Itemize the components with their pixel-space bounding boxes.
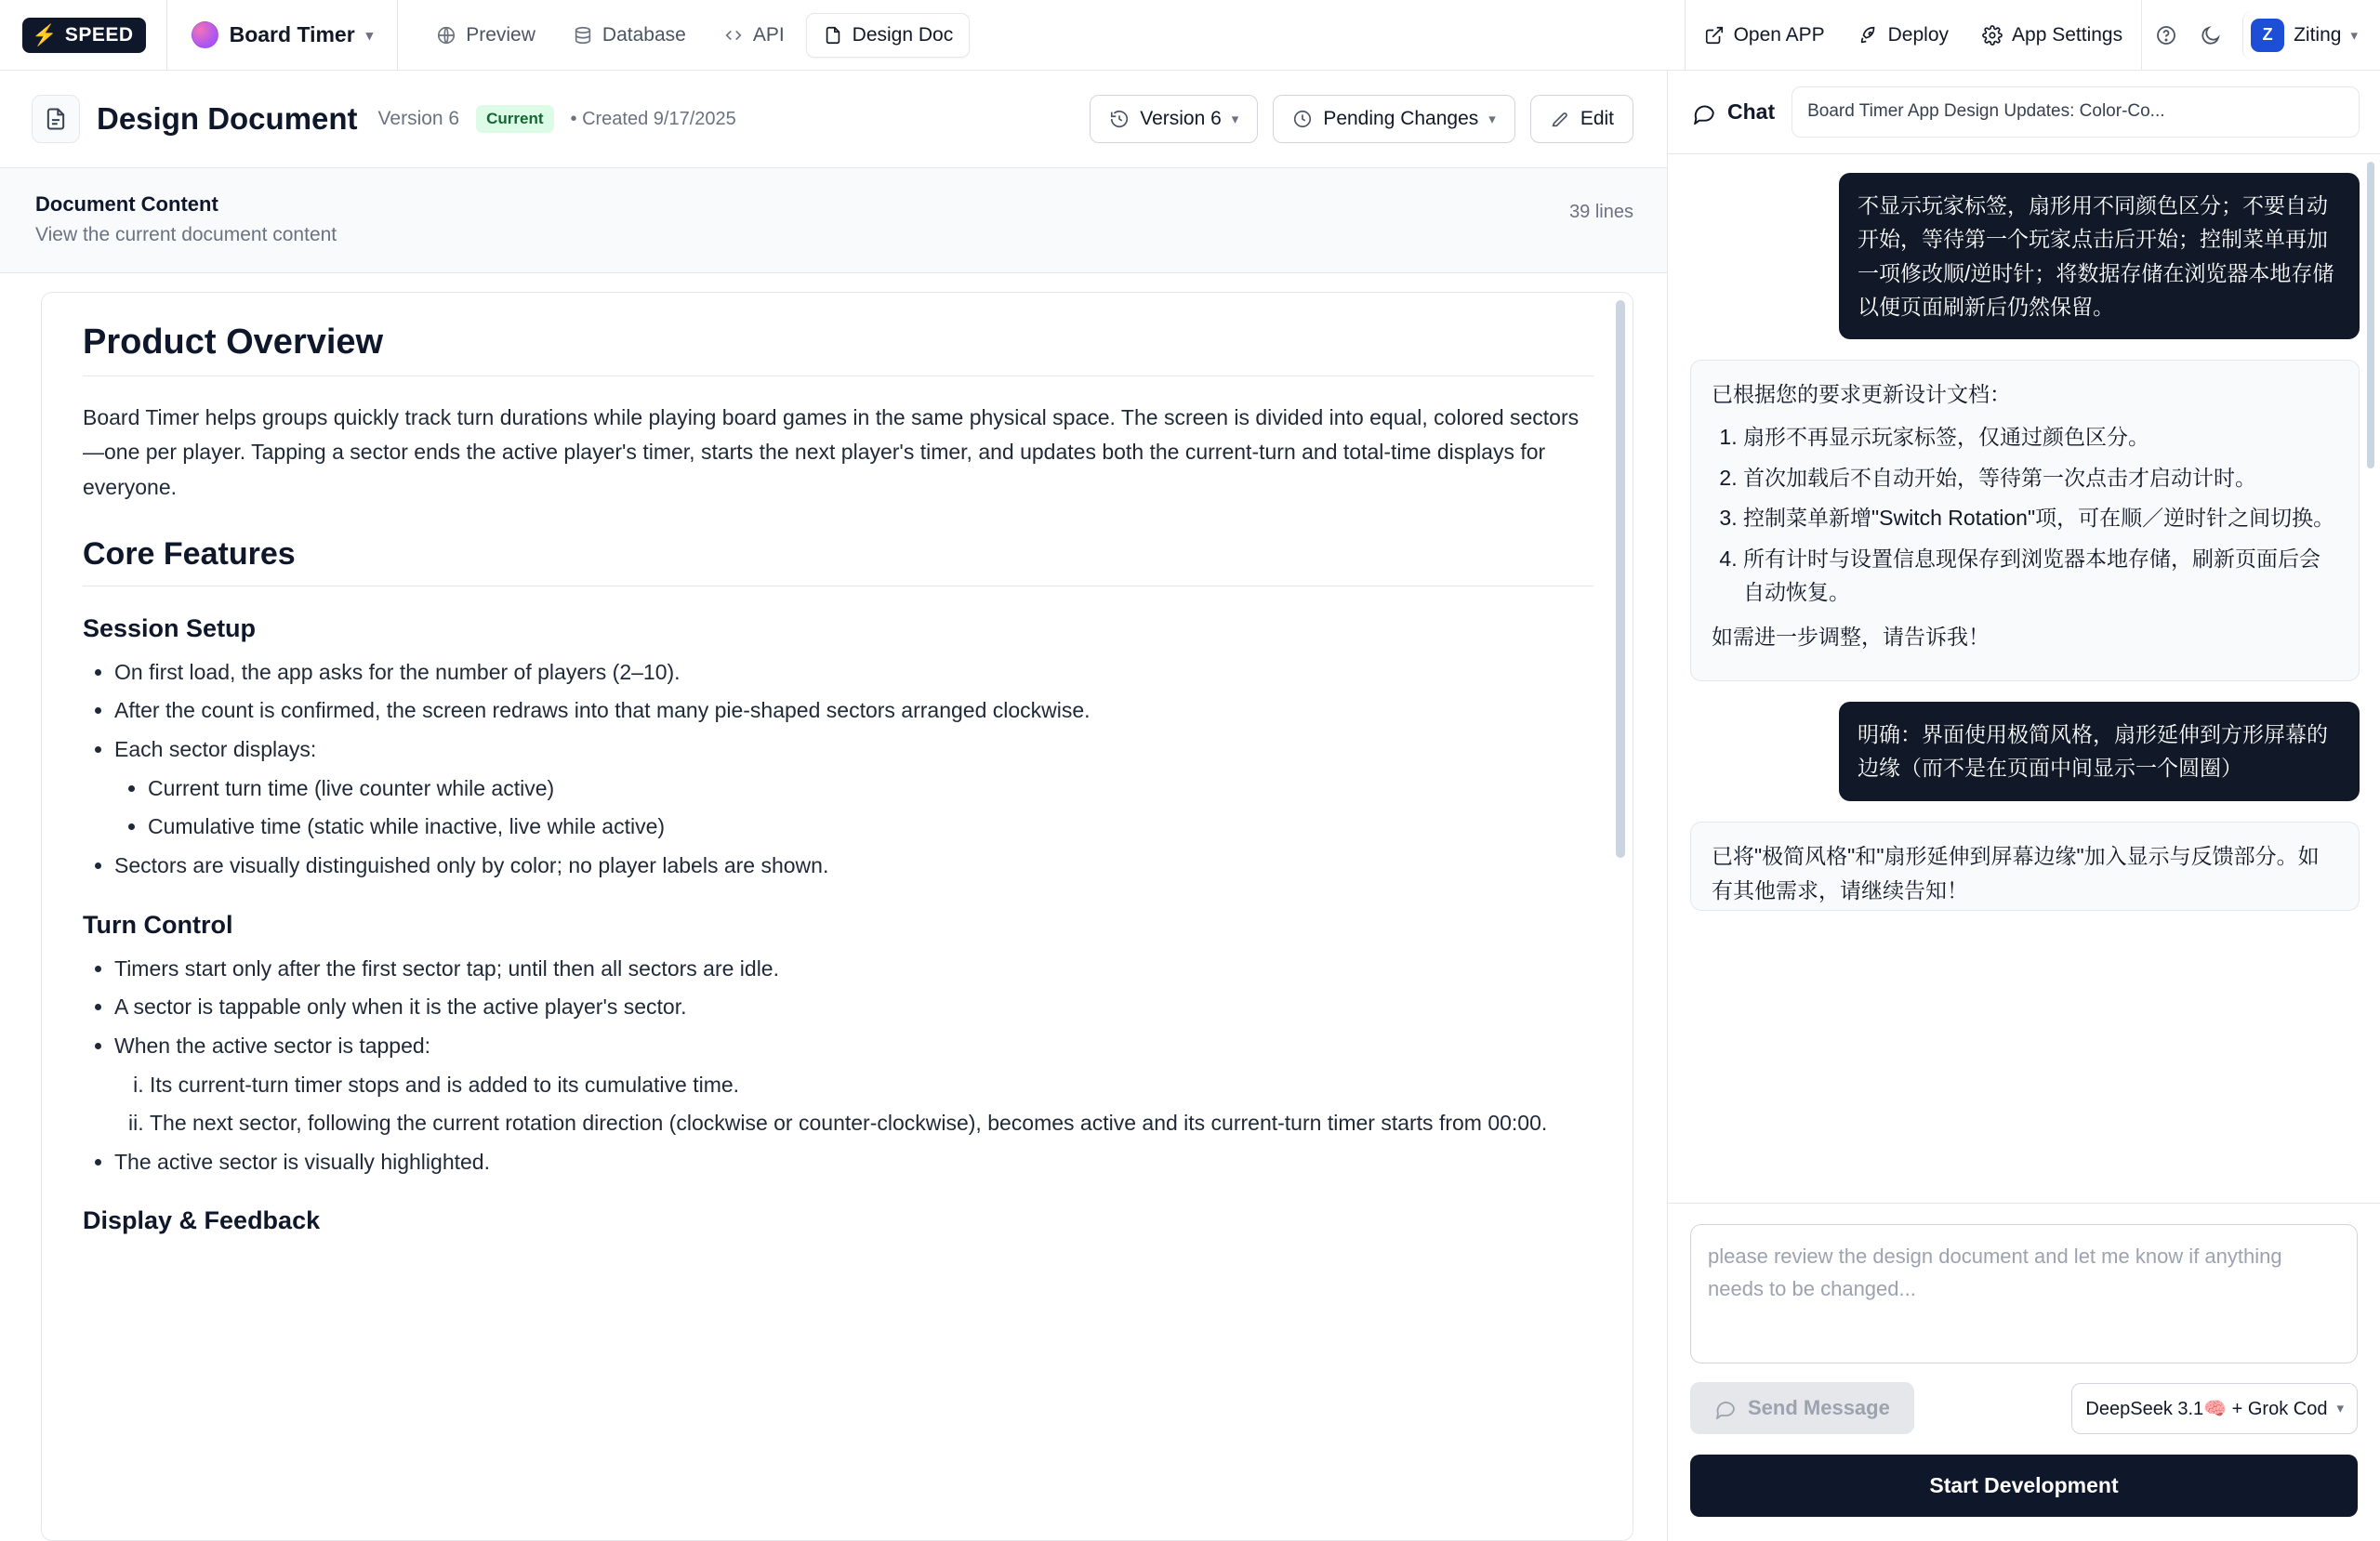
document-icon [823, 25, 843, 46]
open-app-button[interactable] [1689, 14, 1840, 57]
heading-turn-control: Turn Control [83, 910, 233, 939]
chat-icon [1692, 100, 1716, 125]
history-icon [1109, 109, 1130, 129]
composer-controls [1690, 1382, 2358, 1434]
document-icon [32, 95, 80, 143]
chat-composer [1668, 1203, 2380, 1541]
list-item: • On first load, the app asks for the number of players (2–10). [114, 656, 1593, 690]
avatar: Z [2251, 19, 2284, 52]
divider [1685, 0, 1686, 71]
chat-pane [1668, 71, 2380, 1541]
chat-thread-selector[interactable]: Board Timer App Design Updates: Color-Co... [1792, 86, 2360, 137]
edit-label: Edit [1580, 108, 1614, 129]
divider [2141, 0, 2142, 71]
list-item [114, 733, 1593, 844]
list-item: • After the count is confirmed, the screen redraws into that many pie-shaped sectors arranged clockwise. [114, 694, 1593, 728]
list-item: • Timers start only after the first sector tap; until then all sectors are idle. [114, 953, 1593, 986]
chat-message-user [1690, 702, 2360, 801]
document-version-text: Version 6 [377, 108, 460, 129]
list-session-setup [83, 656, 1593, 883]
project-selector[interactable] [167, 0, 398, 70]
tab-preview[interactable] [420, 14, 551, 57]
heading-session-setup: Session Setup [83, 613, 257, 642]
document-scrollbar[interactable] [1616, 300, 1625, 1533]
clock-icon [1292, 109, 1313, 129]
deploy-button[interactable] [1844, 14, 1964, 57]
chevron-down-icon: ▾ [1231, 112, 1239, 127]
send-message-label: Send Message [1748, 1396, 1890, 1419]
document-pane [0, 71, 1668, 1541]
chat-message-assistant [1690, 360, 2360, 681]
tab-label: API [752, 23, 785, 46]
help-circle-icon[interactable] [2146, 15, 2187, 56]
brand[interactable] [0, 0, 166, 70]
message-text: 明确：界面使用极简风格，扇形延伸到方形屏幕的边缘（而不是在页面中间显示一个圆圈） [1839, 702, 2360, 801]
external-link-icon [1704, 25, 1725, 46]
document-content-bar[interactable] [0, 168, 1667, 273]
top-bar [0, 0, 2380, 71]
chevron-down-icon: ▾ [365, 27, 374, 44]
document-line-count: 39 lines [1569, 202, 1633, 222]
chat-header [1668, 71, 2380, 154]
code-icon [723, 25, 744, 46]
message-list [1712, 421, 2338, 609]
message-input[interactable]: please review the design document and let me know if anything needs to be changed... [1690, 1224, 2358, 1363]
project-avatar-icon [192, 21, 218, 48]
heading-product-overview: Product Overview [83, 323, 1593, 376]
speed-logo [22, 18, 146, 53]
heading-display-feedback: Display & Feedback [83, 1206, 321, 1235]
list-item-label: Each sector displays: [114, 737, 317, 762]
pending-changes-button[interactable] [1273, 95, 1515, 143]
scrollbar-thumb[interactable] [1616, 300, 1625, 858]
document-content-subtitle: View the current document content [35, 224, 337, 245]
project-name: Board Timer [229, 22, 355, 46]
app-settings-button[interactable] [1967, 14, 2137, 57]
list-turn-control-ordered [114, 1069, 1593, 1140]
message-intro: 已根据您的要求更新设计文档： [1712, 382, 2011, 407]
chat-label [1692, 99, 1775, 125]
open-app-label: Open APP [1733, 23, 1825, 46]
list-item [114, 1030, 1593, 1140]
list-item: • A sector is tappable only when it is the active player's sector. [114, 991, 1593, 1024]
tab-label: Preview [466, 23, 536, 46]
chat-message-assistant [1690, 822, 2360, 911]
gear-icon [1982, 25, 2003, 46]
chevron-down-icon: ▾ [1488, 112, 1496, 127]
document-card [41, 292, 1633, 1541]
main-body [0, 71, 2380, 1541]
model-selector-label: DeepSeek 3.1🧠 + Grok Cod [2085, 1398, 2328, 1419]
edit-button[interactable] [1530, 95, 1633, 143]
message-body [1690, 360, 2360, 681]
status-badge: Current [476, 105, 553, 133]
model-selector[interactable] [2071, 1383, 2358, 1434]
chat-icon [1714, 1397, 1737, 1419]
document-header [0, 71, 1667, 168]
document-actions [1090, 95, 1633, 143]
list-item-label: When the active sector is tapped: [114, 1033, 431, 1058]
document-body [42, 293, 1633, 1540]
list-session-setup-sub [114, 772, 1593, 844]
page-title: Design Document [97, 101, 358, 136]
moon-icon[interactable] [2190, 15, 2231, 56]
tab-design-doc[interactable] [806, 13, 971, 58]
list-item: 4. 所有计时与设置信息现保存到浏览器本地存储，刷新页面后会自动恢复。 [1743, 543, 2338, 609]
pencil-icon [1550, 109, 1570, 129]
chat-scrollbar[interactable] [2367, 162, 2374, 468]
document-scroll-area [0, 273, 1667, 1541]
chevron-down-icon: ▾ [2336, 1401, 2344, 1416]
app-settings-label: App Settings [2012, 23, 2123, 46]
message-text: 已将"极简风格"和"扇形延伸到屏幕边缘"加入显示与反馈部分。如有其他需求，请继续告知！ [1690, 822, 2360, 911]
list-item: • Sectors are visually distinguished only by color; no player labels are shown. [114, 850, 1593, 883]
list-item: 1. 扇形不再显示玩家标签，仅通过颜色区分。 [1743, 421, 2338, 454]
document-content-title: Document Content [35, 192, 218, 216]
tab-api[interactable] [707, 14, 800, 57]
paragraph-overview: Board Timer helps groups quickly track turn durations while playing board games in the same physical space. The screen is divided into equal, colored sectors—one per player. Tapping a sector ends the active player's timer, starts the next player's timer, and updates both the current-turn and total-time displays for everyone. [83, 405, 1580, 499]
list-item: ii. The next sector, following the current rotation direction (clockwise or counter-clockwise), becomes active and its current-turn timer starts from 00:00. [150, 1107, 1593, 1140]
list-item: i. Its current-turn timer stops and is added to its cumulative time. [150, 1069, 1593, 1102]
heading-core-features: Core Features [83, 536, 1593, 586]
chat-header-text: Chat [1727, 99, 1776, 124]
list-item: 3. 控制菜单新增"Switch Rotation"项，可在顺／逆时针之间切换。 [1743, 502, 2338, 535]
start-development-button[interactable]: Start Development [1690, 1455, 2358, 1517]
version-selector-button[interactable] [1090, 95, 1258, 143]
chat-message-user [1690, 173, 2360, 339]
chat-messages [1668, 154, 2380, 1203]
deploy-label: Deploy [1887, 23, 1950, 46]
version-button-label: Version 6 [1140, 108, 1222, 129]
list-item: • The active sector is visually highlighted. [114, 1146, 1593, 1179]
list-turn-control [83, 953, 1593, 1179]
message-closing: 如需进一步调整，请告诉我！ [1712, 625, 1990, 650]
user-menu[interactable] [2242, 11, 2371, 59]
pending-changes-label: Pending Changes [1323, 108, 1479, 129]
nav-tabs [398, 0, 970, 70]
user-name: Ziting [2294, 23, 2342, 46]
send-message-button[interactable] [1690, 1382, 1914, 1434]
database-icon [573, 25, 593, 46]
tab-label: Database [602, 23, 686, 46]
list-item: • Current turn time (live counter while active) [148, 772, 1593, 806]
chevron-down-icon: ▾ [2350, 27, 2358, 44]
globe-icon [436, 25, 456, 46]
tab-label: Design Doc [852, 23, 954, 46]
list-item: 2. 首次加载后不自动开始，等待第一次点击才启动计时。 [1743, 462, 2338, 495]
rocket-icon [1858, 25, 1879, 46]
message-text: 不显示玩家标签，扇形用不同颜色区分；不要自动开始，等待第一个玩家点击后开始；控制菜单再加一项修改顺/逆时针；将数据存储在浏览器本地存储以便页面刷新后仍然保留。 [1839, 173, 2360, 339]
document-created: • Created 9/17/2025 [570, 108, 736, 129]
logo-text: SPEED [64, 23, 134, 46]
tab-database[interactable] [557, 14, 702, 57]
top-bar-actions [1685, 0, 2380, 70]
list-item: • Cumulative time (static while inactive, live while active) [148, 810, 1593, 844]
bolt-icon: ⚡ [32, 22, 58, 46]
